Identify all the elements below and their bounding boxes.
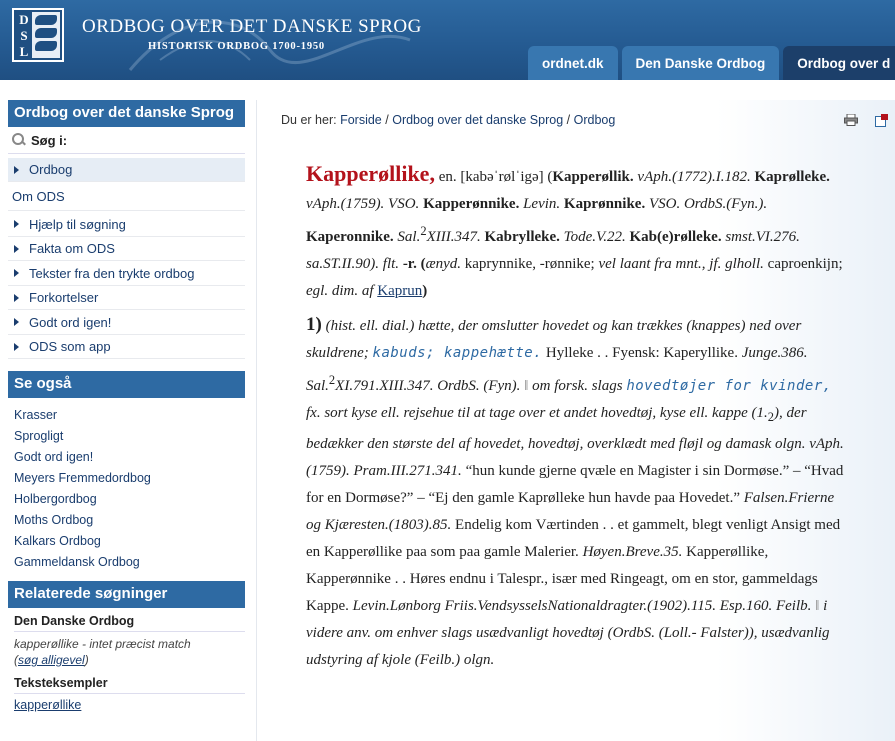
entry-plural: -r. ( [402,256,426,272]
entry-superscript: 2 [328,373,336,387]
sense-separator: ‖ [524,378,529,394]
sidebar-item-label: Godt ord igen! [29,314,112,330]
header-ornament [120,0,420,80]
search-anyway-link[interactable]: søg alligevel [18,653,85,667]
arrow-right-icon [14,343,19,351]
site-subtitle: HISTORISK ORDBOG 1700-1950 [148,41,325,52]
entry-source: smst.VI.276. sa.ST.II.90). flt. [306,229,800,272]
see-also-title: Se også [8,371,245,398]
sidebar-item-app[interactable] [8,335,245,359]
sense-source: Junge.386. Sal. [306,345,808,394]
entry-etymology: egl. dim. af [306,283,374,299]
headword: Kapperøllike, [306,161,435,186]
sidebar-item-help[interactable] [8,213,245,237]
see-also-link[interactable]: Krasser [14,407,58,422]
site-tabs [528,46,895,80]
sidebar [8,100,245,712]
breadcrumb-prefix: Du er her: [281,113,337,127]
entry-source: Tode.V.22. [559,229,630,245]
sense-source: XI.791.XIII.347. OrdbS. (Fyn). [335,378,521,394]
sense-text: om forsk. slags [532,378,627,394]
sidebar-item-label: Ordbog [29,162,73,177]
entry-variant: Kaprølleke. [754,169,830,185]
entry-source: Levin. [519,196,564,212]
entry-source: Sal. [393,229,421,245]
breadcrumb [281,113,615,127]
sense-quote: Kapperøllike, Kapperønnike . . Høres endnu i Talespr., især med Ringeagt, om en stor, gammeldags Kappe. [306,544,818,614]
arrow-right-icon [14,318,19,326]
see-also-link[interactable]: Sprogligt [14,428,64,443]
entry-subscript: 2 [767,410,775,424]
sense-source: Høyen.Breve.35. [582,544,683,560]
entry-text: en. [kabəˈrølˈigə] ( [434,169,553,185]
related-dd-title: Den Danske Ordbog [14,614,135,628]
entry-variant: Kapperøllik. [552,169,634,185]
related-dd-note-text: kapperøllike - intet præcist match [14,637,191,651]
kaprun-link[interactable]: Kaprun [377,283,423,299]
breadcrumb-ods[interactable]: Ordbog over det danske Sprog [392,113,564,127]
sense-text: Hylleke . . Fyensk: Kaperyllike. [542,345,742,361]
entry-text: caproenkijn; [763,256,843,272]
lions-icon [32,12,60,58]
logo-letter: D [19,12,29,27]
entry-source: vAph.(1759). VSO. [306,196,424,212]
see-also-link[interactable]: Gammeldansk Ordbog [14,554,140,569]
print-icon[interactable] [844,114,858,126]
sidebar-item-label: ODS som app [29,339,111,354]
see-also-link[interactable]: Meyers Fremmedordbog [14,470,151,485]
sidebar-section-title: Ordbog over det danske Sprog [8,100,245,127]
site-title[interactable]: ORDBOG OVER DET DANSKE SPROG [82,16,422,37]
sense-number: 1) [306,314,322,335]
sense-quote: “hun kunde gjerne qvæle en Magister i sin Dormøse.” – “Hvad for en Dormøse?” – “Ej den gamle Kaprølleke hun havde paa Hovedet.” [306,463,844,506]
dictionary-entry [306,160,846,678]
text-example-link[interactable]: kapperøllike [14,698,82,712]
related-searches-title: Relaterede søgninger [8,581,245,608]
entry-variant: Kapperønnike. [423,196,520,212]
entry-source: VSO. OrdbS.(Fyn.). [645,196,768,212]
tab-den-danske-ordbog[interactable]: Den Danske Ordbog [622,46,780,80]
sense-text: (hist. ell. dial.) hætte, der omslutter hovedet og kan trækkes (knappes) ned over skuldrene; [306,318,802,361]
sense-quote: Endelig kom Værtinden . . et gammelt, blegt venligt Ansigt med en Kapperøllike paa som paa gamle Malerier. [306,517,841,560]
entry-text: ) [422,283,428,299]
sidebar-item-label: Forkortelser [29,290,99,305]
dsl-logo[interactable] [12,8,64,62]
sense-text: fx. sort kyse ell. rejsehue til at tage over et andet hovedtøj, kyse ell. kappe (1. [306,405,768,421]
breadcrumb-separator: / [566,113,571,127]
search-in-label [8,127,245,154]
sense-source: Levin.Lønborg Friis.VendsysselsNationaldragter.(1902).115. Esp.160. Feilb. [352,598,812,614]
entry-source: vAph.(1772).I.182. [633,169,755,185]
see-also-link[interactable]: Moths Ordbog [14,512,94,527]
arrow-right-icon [14,220,19,228]
logo-letter: S [20,28,28,43]
entry-source: XIII.347. [426,229,485,245]
sense-synonyms: hovedtøjer for kvinder, [626,378,832,394]
related-text-title: Teksteksempler [14,676,108,690]
arrow-right-icon [14,245,19,253]
breadcrumb-separator: / [385,113,389,127]
logo-letter: L [19,44,29,59]
sidebar-item-ordbog[interactable] [8,158,245,182]
sidebar-item-label: Fakta om ODS [29,241,115,256]
entry-text: kaprynnike, -rønnike; [461,256,599,272]
sense-source: Falsen.Frierne og Kjæresten.(1803).85. [306,490,835,533]
entry-source: ænyd. [425,256,462,272]
sidebar-item-facts[interactable] [8,237,245,261]
entry-variant: Kabrylleke. [484,229,560,245]
sidebar-item-label: Hjælp til søgning [29,216,126,232]
search-in-text: Søg i: [31,132,68,148]
entry-variant: Kaprønnike. [563,196,646,212]
related-dd-note: kapperøllike - intet præcist match (søg alligevel) [14,637,191,667]
share-icon[interactable] [875,114,888,127]
arrow-right-icon [14,294,19,302]
sense-synonyms: kabuds; kappehætte. [372,345,543,361]
see-also-link[interactable]: Holbergordbog [14,491,97,506]
breadcrumb-ordbog[interactable]: Ordbog [573,113,616,127]
site-header [0,0,895,80]
arrow-right-icon [14,166,19,174]
arrow-right-icon [14,269,19,277]
breadcrumb-forside[interactable]: Forside [340,113,382,127]
sense-separator: ‖ [815,598,820,614]
main-content [257,100,895,741]
sense-1 [306,311,846,674]
about-ods-label: Om ODS [8,183,245,211]
sense-text: ), der bedækker den største del af hovedet, hovedtøj, overklædt med fløjl og damask olgn. vAph.(1759). Pram.III.271.341. [306,405,844,479]
search-icon [12,133,26,147]
tab-ordnet[interactable]: ordnet.dk [528,46,618,80]
sidebar-item-abbreviations[interactable] [8,286,245,310]
entry-variant: Kab(e)rølleke. [629,229,722,245]
entry-superscript: 2 [420,224,427,238]
sidebar-item-label: Tekster fra den trykte ordbog [29,265,195,281]
tab-ordbog-over-det-danske-sprog[interactable]: Ordbog over d [783,46,895,80]
entry-head [306,160,846,305]
entry-etymology: vel laant fra mnt., jf. glholl. [598,256,764,272]
see-also-link[interactable]: Kalkars Ordbog [14,533,101,548]
entry-variant: Kaperonnike. [306,229,394,245]
see-also-link[interactable]: Godt ord igen! [14,449,94,464]
sidebar-item-texts[interactable] [8,262,245,286]
sidebar-item-godt-ord[interactable] [8,311,245,335]
sense-text: i videre anv. om enhver slags usædvanligt hovedtøj (OrdbS. (Loll.- Falster)), usædvanlig udstyring af kjole (Feilb.) olgn. [306,598,830,668]
